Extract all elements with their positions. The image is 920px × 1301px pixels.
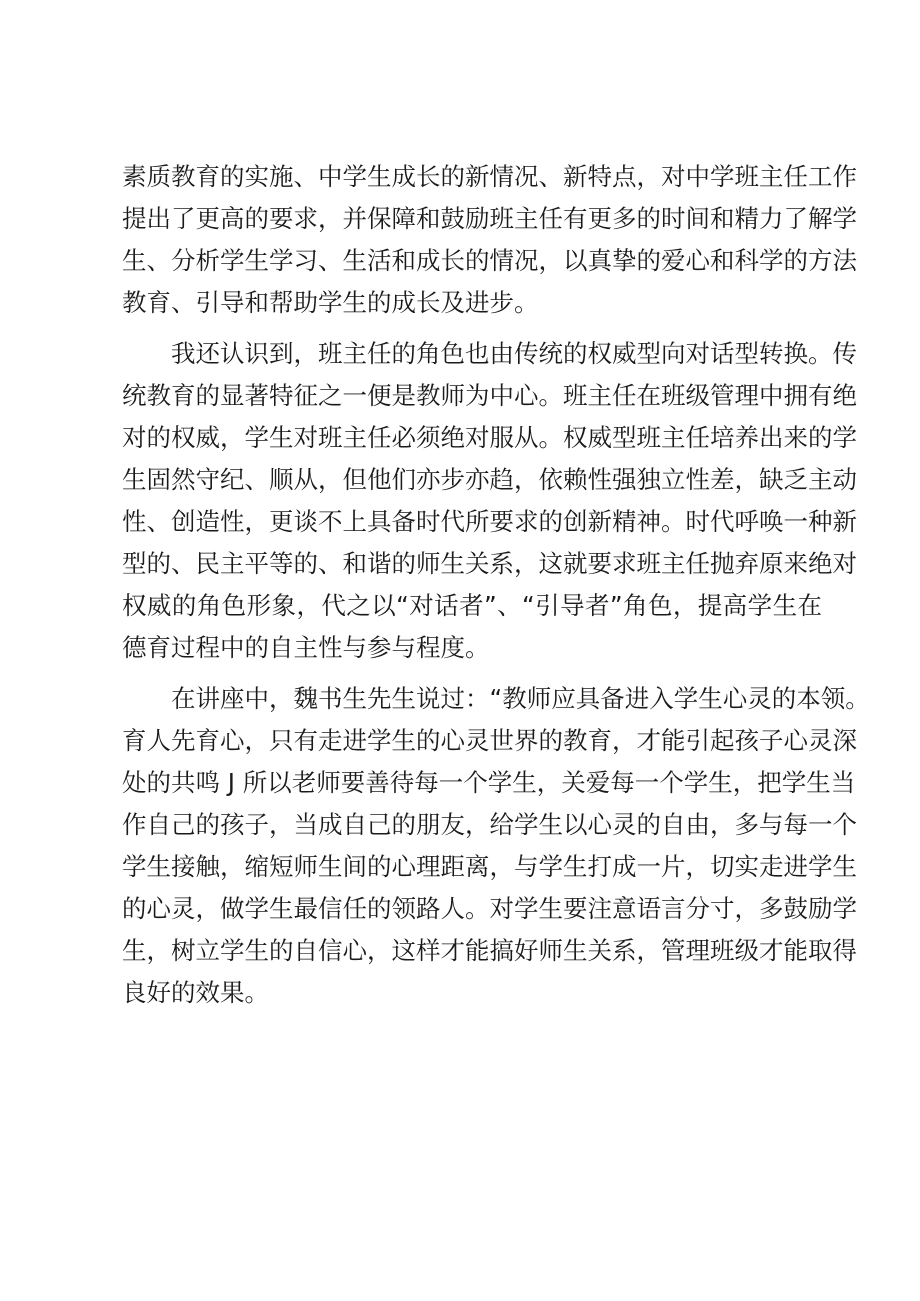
text-line: 学生接触，缩短师生间的心理距离，与学生打成一片，切实走进学生 bbox=[122, 852, 857, 881]
text-line: 性、创造性，更谈不上具备时代所要求的创新精神。时代呼唤一种新 bbox=[122, 507, 857, 536]
paragraph-spacer bbox=[122, 324, 822, 333]
text-line: 的心灵，做学生最信任的领路人。对学生要注意语言分寸，多鼓励学 bbox=[122, 894, 857, 923]
text-line: 统教育的显著特征之一便是教师为中心。班主任在班级管理中拥有绝 bbox=[122, 381, 857, 410]
text-line: 权威的角色形象，代之以“对话者”、“引导者”角色，提高学生在 bbox=[122, 591, 822, 620]
paragraph-2 bbox=[122, 333, 857, 669]
text-line: 在讲座中，魏书生先生说过：“教师应具备进入学生心灵的本领。 bbox=[122, 684, 870, 713]
text-line: 处的共鸣 J 所以老师要善待每一个学生，关爱每一个学生，把学生当 bbox=[122, 768, 856, 797]
text-line: 提出了更高的要求，并保障和鼓励班主任有更多的时间和精力了解学 bbox=[122, 204, 857, 233]
text-line: 育人先育心，只有走进学生的心灵世界的教育，才能引起孩子心灵深 bbox=[122, 726, 857, 755]
text-line: 素质教育的实施、中学生成长的新情况、新特点，对中学班主任工作 bbox=[122, 162, 857, 191]
text-line: 生，树立学生的自信心，这样才能搞好师生关系，管理班级才能取得 bbox=[122, 936, 857, 965]
text-line: 良好的效果。 bbox=[122, 978, 269, 1007]
paragraph-3 bbox=[122, 678, 870, 1014]
text-line: 德育过程中的自主性与参与程度。 bbox=[122, 633, 490, 662]
text-line: 我还认识到，班主任的角色也由传统的权威型向对话型转换。传 bbox=[122, 339, 857, 368]
text-line: 对的权威，学生对班主任必须绝对服从。权威型班主任培养出来的学 bbox=[122, 423, 857, 452]
text-line: 生固然守纪、顺从，但他们亦步亦趋，依赖性强独立性差，缺乏主动 bbox=[122, 465, 857, 494]
text-line: 生、分析学生学习、生活和成长的情况，以真挚的爱心和科学的方法 bbox=[122, 246, 857, 275]
text-line: 作自己的孩子，当成自己的朋友，给学生以心灵的自由，多与每一个 bbox=[122, 810, 857, 839]
body-text bbox=[122, 156, 870, 1014]
text-line: 型的、民主平等的、和谐的师生关系，这就要求班主任抛弃原来绝对 bbox=[122, 549, 857, 578]
paragraph-spacer bbox=[122, 669, 822, 678]
text-line: 教育、引导和帮助学生的成长及进步。 bbox=[122, 288, 539, 317]
paragraph-1 bbox=[122, 156, 857, 324]
